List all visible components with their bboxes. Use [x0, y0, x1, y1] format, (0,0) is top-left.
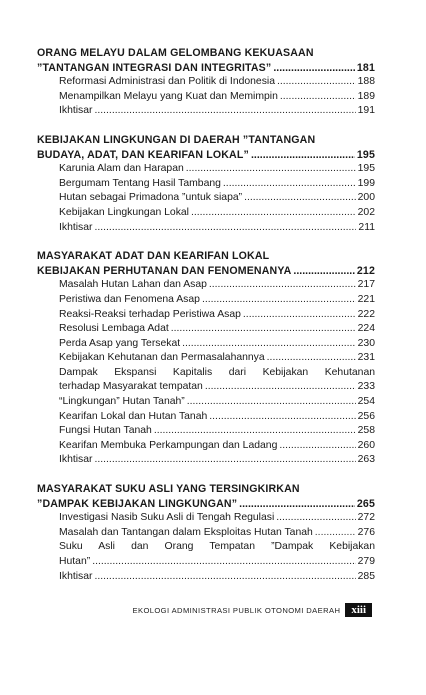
chapter-heading-text: MASYARAKAT ADAT DAN KEARIFAN LOKAL — [37, 250, 270, 263]
toc-entry-page: 222 — [357, 308, 375, 320]
toc-entry[interactable] — [37, 177, 375, 192]
toc-entry-page: 230 — [357, 337, 375, 349]
toc-entry-page: 258 — [357, 425, 375, 437]
toc-entry-page: 254 — [357, 396, 375, 408]
dot-leader — [239, 497, 355, 512]
toc-entry-page: 217 — [357, 279, 375, 291]
chapter-heading-text: ”TANTANGAN INTEGRASI DAN INTEGRITAS” — [37, 61, 272, 74]
toc-entry-title-line-last — [59, 380, 375, 395]
dot-leader — [223, 177, 356, 192]
toc-entry[interactable] — [37, 366, 375, 395]
dot-leader — [209, 278, 356, 293]
toc-entry-title-line: Suku Asli dan Orang Tempatan ”Dampak Kebijakan — [59, 541, 375, 553]
toc-entry-title: Menampilkan Melayu yang Kuat dan Memimpin — [59, 90, 278, 102]
chapter-section — [37, 482, 375, 584]
dot-leader — [95, 104, 356, 119]
table-of-contents — [37, 46, 375, 598]
toc-entry-title: Perda Asap yang Tersekat — [59, 337, 181, 349]
toc-entry-title: Kearifan Membuka Perkampungan dan Ladang — [59, 439, 278, 451]
dot-leader — [209, 410, 355, 425]
chapter-section — [37, 46, 375, 119]
dot-leader — [244, 191, 356, 206]
toc-entry[interactable] — [37, 410, 375, 425]
chapter-heading-line-last[interactable] — [37, 148, 375, 163]
dot-leader — [191, 206, 356, 221]
chapter-heading-line[interactable] — [37, 482, 375, 497]
toc-entry-page: 285 — [357, 570, 375, 582]
toc-entry-page: 191 — [357, 105, 375, 117]
toc-entry-title: Resolusi Lembaga Adat — [59, 323, 169, 335]
toc-entry[interactable] — [37, 206, 375, 221]
toc-entry[interactable] — [37, 278, 375, 293]
chapter-heading-text: ORANG MELAYU DALAM GELOMBANG KEKUASAAN — [37, 47, 314, 59]
toc-entry-title: Kearifan Lokal dan Hutan Tanah — [59, 410, 208, 422]
toc-entry[interactable] — [37, 162, 375, 177]
toc-entry-title: Ikhtisar — [59, 105, 93, 117]
toc-entry[interactable] — [37, 570, 375, 585]
toc-entry-title: Reformasi Administrasi dan Politik di Indonesia — [59, 76, 275, 88]
toc-entry[interactable] — [37, 104, 375, 119]
toc-entry[interactable] — [37, 308, 375, 323]
chapter-page-number: 181 — [356, 61, 375, 74]
dot-leader — [293, 264, 354, 279]
dot-leader — [251, 148, 355, 163]
dot-leader — [202, 293, 356, 308]
chapter-heading-text: BUDAYA, ADAT, DAN KEARIFAN LOKAL” — [37, 148, 249, 161]
dot-leader — [95, 453, 356, 468]
page-footer — [0, 603, 372, 617]
chapter-page-number: 195 — [356, 148, 375, 161]
toc-entry-title: Ikhtisar — [59, 221, 93, 233]
toc-entry-page: 224 — [357, 323, 375, 335]
chapter-heading-line[interactable] — [37, 46, 375, 61]
page-number: xiii — [345, 603, 372, 617]
dot-leader — [243, 308, 356, 323]
toc-entry-page: 188 — [357, 76, 375, 88]
chapter-heading-text: MASYARAKAT SUKU ASLI YANG TERSINGKIRKAN — [37, 483, 300, 496]
dot-leader — [280, 90, 356, 105]
toc-entry[interactable] — [37, 526, 375, 541]
toc-entry-page: 189 — [357, 90, 375, 102]
toc-entry-title: Bergumam Tentang Hasil Tambang — [59, 177, 221, 189]
toc-entry-title: terhadap Masyarakat tempatan — [59, 381, 203, 393]
chapter-heading-line[interactable] — [37, 249, 375, 264]
toc-entry-page: 231 — [357, 352, 375, 364]
toc-entry[interactable] — [37, 322, 375, 337]
chapter-heading-text: ”DAMPAK KEBIJAKAN LINGKUNGAN” — [37, 497, 238, 510]
toc-entry-title: Ikhtisar — [59, 454, 93, 466]
toc-entry-title: Hutan sebagai Primadona ”untuk siapa” — [59, 192, 243, 204]
dot-leader — [276, 511, 355, 526]
toc-entry-page: 211 — [358, 221, 375, 233]
toc-entry[interactable] — [37, 424, 375, 439]
dot-leader — [171, 322, 356, 337]
chapter-heading-line-last[interactable] — [37, 61, 375, 76]
toc-entry-page: 202 — [357, 206, 375, 218]
dot-leader — [154, 424, 356, 439]
dot-leader — [279, 439, 355, 454]
dot-leader — [182, 337, 356, 352]
toc-entry[interactable] — [37, 337, 375, 352]
chapter-heading-text: KEBIJAKAN LINGKUNGAN DI DAERAH ”TANTANGAN — [37, 133, 316, 146]
toc-entry-page: 279 — [357, 556, 375, 567]
dot-leader — [267, 351, 356, 366]
toc-entry-page: 272 — [357, 512, 375, 524]
dot-leader — [95, 221, 357, 236]
dot-leader — [95, 570, 356, 585]
dot-leader — [186, 162, 356, 177]
chapter-heading-line-last[interactable] — [37, 264, 375, 279]
toc-entry-title: Investigasi Nasib Suku Asli di Tengah Regulasi — [59, 512, 275, 524]
toc-entry[interactable] — [37, 540, 375, 569]
chapter-page-number: 265 — [356, 497, 375, 510]
toc-entry-title: Peristiwa dan Fenomena Asap — [59, 293, 200, 305]
dot-leader — [315, 526, 356, 541]
toc-entry[interactable] — [37, 293, 375, 308]
chapter-section — [37, 249, 375, 468]
dot-leader — [92, 555, 355, 570]
toc-entry-title: Masalah dan Tantangan dalam Eksploitas Hutan Tanah — [59, 526, 313, 538]
toc-entry-page: 200 — [357, 192, 375, 204]
toc-entry-title: Kebijakan Kehutanan dan Permasalahannya — [59, 352, 265, 364]
toc-entry-title: Reaksi-Reaksi terhadap Peristiwa Asap — [59, 308, 241, 320]
dot-leader — [187, 395, 356, 410]
toc-entry-title: Karunia Alam dan Harapan — [59, 163, 184, 175]
chapter-heading-line[interactable] — [37, 133, 375, 148]
toc-entry[interactable] — [37, 351, 375, 366]
dot-leader — [205, 380, 356, 395]
chapter-section — [37, 133, 375, 235]
toc-entry-page: 233 — [357, 381, 375, 393]
toc-entry-page: 263 — [357, 454, 375, 466]
toc-entry-page: 260 — [357, 439, 375, 451]
dot-leader — [273, 61, 355, 76]
toc-entry[interactable] — [37, 191, 375, 206]
chapter-heading-line-last[interactable] — [37, 497, 375, 512]
toc-entry[interactable] — [37, 453, 375, 468]
toc-entry[interactable] — [37, 439, 375, 454]
toc-entry[interactable] — [37, 511, 375, 526]
toc-entry-title-line-last — [59, 555, 375, 570]
toc-entry-title: Fungsi Hutan Tanah — [59, 425, 152, 437]
toc-entry-title: “Lingkungan” Hutan Tanah” — [59, 396, 185, 408]
toc-entry-page: 199 — [357, 177, 375, 189]
dot-leader — [277, 75, 356, 90]
toc-entry-page: 221 — [357, 293, 375, 305]
toc-entry[interactable] — [37, 90, 375, 105]
chapter-heading-text: KEBIJAKAN PERHUTANAN DAN FENOMENANYA — [37, 264, 292, 277]
toc-entry[interactable] — [37, 395, 375, 410]
toc-entry-title-line: Dampak Ekspansi Kapitalis dari Kebijakan Kehutanan — [59, 366, 375, 378]
chapter-page-number: 212 — [356, 264, 375, 277]
toc-entry-title: Hutan” — [59, 556, 91, 567]
toc-entry-title: Masalah Hutan Lahan dan Asap — [59, 279, 207, 291]
toc-entry[interactable] — [37, 221, 375, 236]
toc-entry-page: 276 — [357, 526, 375, 538]
toc-entry-title: Kebijakan Lingkungan Lokal — [59, 206, 189, 218]
toc-entry[interactable] — [37, 75, 375, 90]
running-footer-title: EKOLOGI ADMINISTRASI PUBLIK OTONOMI DAERAH — [132, 605, 341, 615]
toc-entry-page: 195 — [357, 163, 375, 175]
toc-entry-title: Ikhtisar — [59, 570, 93, 582]
toc-entry-page: 256 — [357, 410, 375, 422]
